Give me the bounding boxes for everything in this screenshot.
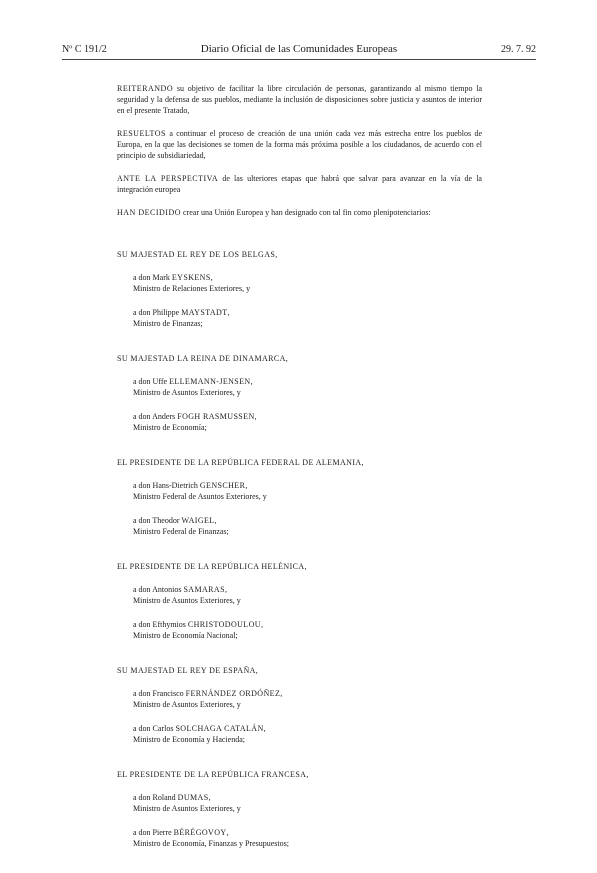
person-surname: DUMAS: [177, 793, 209, 802]
document-body: [117, 83, 482, 873]
paragraph-text: crear una Unión Europea y han designado con tal fin como plenipotenciarios:: [181, 208, 431, 217]
state-group: [117, 769, 482, 849]
state-name: SU MAJESTAD EL REY DE ESPAÑA,: [117, 666, 259, 675]
person-title: Ministro de Economía, Finanzas y Presupuestos;: [133, 839, 289, 848]
person-prefix: a don Antonios: [133, 585, 184, 594]
plenipotentiary: [133, 792, 482, 814]
person-surname: MAYSTADT: [181, 308, 228, 317]
plenipotentiary: [133, 376, 482, 398]
person-title: Ministro de Asuntos Exteriores, y: [133, 700, 241, 709]
person-prefix: a don Anders: [133, 412, 178, 421]
person-title: Ministro de Finanzas;: [133, 319, 203, 328]
person-title: Ministro de Economía Nacional;: [133, 631, 238, 640]
person-name: a don Uffe ELLEMANN-JENSEN,: [133, 377, 253, 386]
person-title: Ministro de Economía y Hacienda;: [133, 735, 245, 744]
paragraph-text: a continuar el proceso de creación de una unión cada vez más estrecha entre los pueblos de Europa, en la que las decisiones se tomen de la forma más próxima posible a los ciudadanos, de acuerdo con el principio de subsidiariedad,: [117, 129, 482, 160]
person-title: Ministro Federal de Finanzas;: [133, 527, 229, 536]
person-name: a don Philippe MAYSTADT,: [133, 308, 230, 317]
person-title: Ministro de Asuntos Exteriores, y: [133, 596, 241, 605]
paragraph-text: de las ulteriores etapas que habrá que salvar para avanzar en la vía de la integración europea: [117, 174, 482, 194]
state-group: [117, 353, 482, 433]
person-name: a don Pierre BÉRÉGOVOY,: [133, 828, 229, 837]
paragraph-lead: HAN DECIDIDO: [117, 208, 181, 217]
header-rule: [62, 59, 536, 60]
state-name: EL PRESIDENTE DE LA REPÚBLICA HELÉNICA,: [117, 562, 307, 571]
state-name: SU MAJESTAD EL REY DE LOS BELGAS,: [117, 250, 278, 259]
state-name: EL PRESIDENTE DE LA REPÚBLICA FEDERAL DE ALEMANIA,: [117, 458, 364, 467]
person-prefix: a don Carlos: [133, 724, 176, 733]
plenipotentiary: [133, 480, 482, 502]
person-title: Ministro Federal de Asuntos Exteriores, y: [133, 492, 267, 501]
person-surname: WAIGEL: [181, 516, 215, 525]
journal-title: Diario Oficial de las Comunidades Europeas: [200, 43, 398, 55]
page-header: [62, 40, 536, 64]
paragraph: [117, 128, 482, 161]
paragraph: [117, 173, 482, 195]
paragraph-text: su objetivo de facilitar la libre circulación de personas, garantizando al mismo tiempo la seguridad y la defensa de sus pueblos, mediante la inclusión de disposiciones sobre justicia y asuntos de interior en el presente Tratado,: [117, 84, 482, 115]
person-surname: GENSCHER: [199, 481, 246, 490]
paragraph: [117, 207, 482, 218]
person-prefix: a don Uffe: [133, 377, 170, 386]
paragraph: [117, 83, 482, 116]
person-title: Ministro de Asuntos Exteriores, y: [133, 388, 241, 397]
state-group: [117, 249, 482, 329]
person-title: Ministro de Relaciones Exteriores, y: [133, 284, 251, 293]
person-name: a don Carlos SOLCHAGA CATALÁN,: [133, 724, 266, 733]
person-surname: ELLEMANN-JENSEN: [169, 377, 251, 386]
issue-date: 29. 7. 92: [501, 44, 536, 55]
person-prefix: a don Pierre: [133, 828, 174, 837]
issue-number: Nº C 191/2: [62, 44, 107, 55]
plenipotentiary: [133, 688, 482, 710]
person-surname: SOLCHAGA CATALÁN: [175, 724, 264, 733]
person-name: a don Roland DUMAS,: [133, 793, 211, 802]
plenipotentiary: [133, 307, 482, 329]
plenipotentiary: [133, 723, 482, 745]
state-group: [117, 457, 482, 537]
plenipotentiary: [133, 619, 482, 641]
person-surname: FERNÁNDEZ ORDÓÑEZ: [185, 689, 281, 698]
person-title: Ministro de Economía;: [133, 423, 207, 432]
plenipotentiary: [133, 272, 482, 294]
plenipotentiary: [133, 411, 482, 433]
person-name: a don Efthymios CHRISTODOULOU,: [133, 620, 263, 629]
state-group: [117, 665, 482, 745]
person-name: a don Francisco FERNÁNDEZ ORDÓÑEZ,: [133, 689, 283, 698]
state-group: [117, 561, 482, 641]
person-title: Ministro de Asuntos Exteriores, y: [133, 804, 241, 813]
person-prefix: a don Philippe: [133, 308, 182, 317]
person-prefix: a don Roland: [133, 793, 178, 802]
person-name: a don Hans-Dietrich GENSCHER,: [133, 481, 248, 490]
person-name: a don Antonios SAMARAS,: [133, 585, 227, 594]
person-name: a don Theodor WAIGEL,: [133, 516, 217, 525]
person-prefix: a don Theodor: [133, 516, 182, 525]
person-surname: CHRISTODOULOU: [187, 620, 261, 629]
plenipotentiary: [133, 827, 482, 849]
person-prefix: a don Francisco: [133, 689, 186, 698]
person-prefix: a don Hans-Dietrich: [133, 481, 200, 490]
state-name: SU MAJESTAD LA REINA DE DINAMARCA,: [117, 354, 289, 363]
state-name: EL PRESIDENTE DE LA REPÚBLICA FRANCESA,: [117, 770, 309, 779]
person-surname: BÉRÉGOVOY: [173, 828, 227, 837]
person-surname: EYSKENS: [171, 273, 211, 282]
plenipotentiary: [133, 584, 482, 606]
paragraph-lead: ANTE LA PERSPECTIVA: [117, 174, 219, 183]
paragraph-lead: REITERANDO: [117, 84, 174, 93]
person-prefix: a don Efthymios: [133, 620, 188, 629]
paragraph-lead: RESUELTOS: [117, 129, 166, 138]
person-prefix: a don Mark: [133, 273, 172, 282]
person-name: a don Anders FOGH RASMUSSEN,: [133, 412, 257, 421]
person-surname: SAMARAS: [183, 585, 225, 594]
plenipotentiary: [133, 515, 482, 537]
person-name: a don Mark EYSKENS,: [133, 273, 213, 282]
person-surname: FOGH RASMUSSEN: [177, 412, 255, 421]
